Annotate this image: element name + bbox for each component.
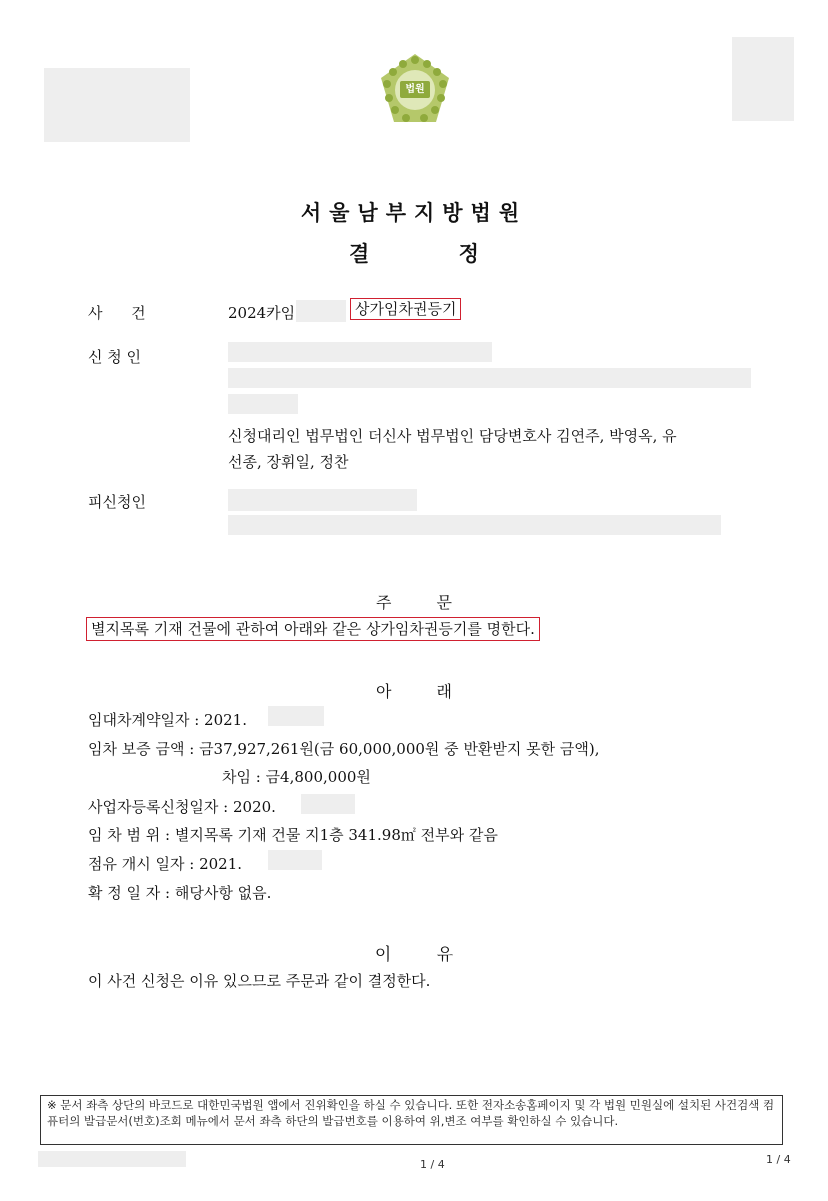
respondent-redaction-2	[228, 515, 721, 535]
seal-text: 법원	[405, 84, 425, 95]
applicant-label: 신 청 인	[88, 348, 142, 366]
applicant-redaction-3	[228, 394, 298, 414]
applicant-agent-line2: 선종, 장휘일, 정찬	[228, 453, 349, 471]
deposit: 임차 보증 금액 : 금37,927,261원(금 60,000,000원 중 반환받지 못한 금액),	[88, 740, 600, 758]
verification-notice: ※ 문서 좌측 상단의 바코드로 대한민국법원 앱에서 진위확인을 하실 수 있습니다. 또한 전자소송홈페이지 및 각 법원 민원실에 설치된 사건검색 컴퓨터의 발급문서(번호)조회 메뉴에서 문서 좌측 하단의 발급번호를 이용하여 위,변조 여부를 확인하실 수 있습니다.	[40, 1095, 783, 1145]
page-number-center: 1 / 4	[420, 1158, 445, 1171]
applicant-redaction-1	[228, 342, 492, 362]
court-seal-icon	[377, 52, 453, 128]
respondent-label: 피신청인	[88, 493, 146, 511]
business-reg-redaction	[301, 794, 355, 814]
order-text: 별지목록 기재 건물에 관하여 아래와 같은 상가임차권등기를 명한다.	[86, 617, 540, 641]
page-number-right: 1 / 4	[766, 1153, 791, 1166]
business-reg-date: 사업자등록신청일자 : 2020.	[88, 798, 276, 816]
respondent-redaction-1	[228, 489, 417, 511]
case-number-redaction	[296, 300, 346, 322]
applicant-redaction-2	[228, 368, 751, 388]
possession-date: 점유 개시 일자 : 2021.	[88, 855, 243, 873]
case-type-box	[350, 298, 461, 319]
rent: 차임 : 금4,800,000원	[222, 768, 371, 786]
order-heading: 주 문	[376, 593, 452, 612]
possession-date-redaction	[268, 850, 322, 870]
reason-heading: 이 유	[374, 945, 454, 965]
order-box	[86, 618, 540, 639]
court-name: 서울남부지방법원	[300, 201, 528, 225]
barcode-redaction	[44, 68, 190, 142]
below-heading: 아 래	[376, 682, 452, 701]
case-number: 2024카임	[228, 304, 296, 322]
corner-redaction	[732, 37, 794, 121]
fixed-date: 확 정 일 자 : 해당사항 없음.	[88, 884, 272, 902]
issue-number-redaction	[38, 1151, 186, 1167]
lease-date-redaction	[268, 706, 324, 726]
document-title: 결 정	[349, 242, 479, 266]
applicant-agent-line1: 신청대리인 법무법인 더신사 법무법인 담당변호사 김연주, 박영옥, 유	[228, 427, 677, 445]
reason-text: 이 사건 신청은 이유 있으므로 주문과 같이 결정한다.	[88, 972, 431, 990]
case-label: 사 건	[88, 304, 146, 322]
case-type: 상가임차권등기	[350, 298, 461, 320]
lease-scope: 임 차 범 위 : 별지목록 기재 건물 지1층 341.98㎡ 전부와 같음	[88, 826, 498, 844]
lease-date: 임대차계약일자 : 2021.	[88, 711, 247, 729]
